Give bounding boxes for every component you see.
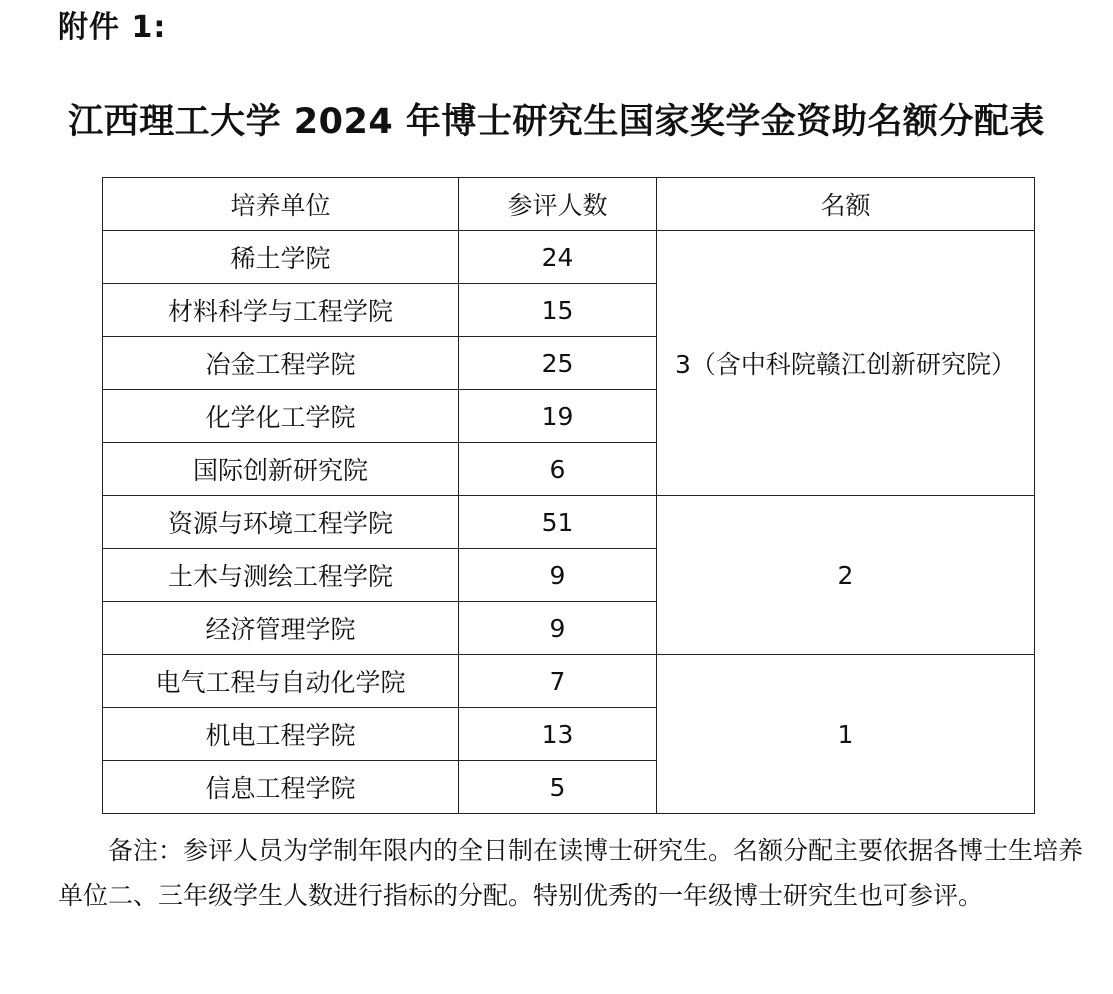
quota-cell: 2 bbox=[657, 496, 1035, 655]
count-cell: 13 bbox=[459, 708, 657, 761]
table-row bbox=[103, 231, 1035, 284]
unit-cell: 国际创新研究院 bbox=[103, 443, 459, 496]
count-cell: 51 bbox=[459, 496, 657, 549]
count-cell: 9 bbox=[459, 602, 657, 655]
unit-cell: 稀土学院 bbox=[103, 231, 459, 284]
footnote: 备注：参评人员为学制年限内的全日制在读博士研究生。名额分配主要依据各博士生培养单位二、三年级学生人数进行指标的分配。特别优秀的一年级博士研究生也可参评。 bbox=[58, 836, 1084, 910]
page-title: 江西理工大学 2024 年博士研究生国家奖学金资助名额分配表 bbox=[68, 102, 1045, 142]
unit-cell: 化学化工学院 bbox=[103, 390, 459, 443]
unit-cell: 信息工程学院 bbox=[103, 761, 459, 814]
column-header-unit: 培养单位 bbox=[103, 178, 459, 231]
count-cell: 24 bbox=[459, 231, 657, 284]
attachment-label: 附件 1: bbox=[58, 10, 167, 45]
count-cell: 9 bbox=[459, 549, 657, 602]
count-cell: 7 bbox=[459, 655, 657, 708]
column-header-count: 参评人数 bbox=[459, 178, 657, 231]
count-cell: 19 bbox=[459, 390, 657, 443]
column-header-quota: 名额 bbox=[657, 178, 1035, 231]
allocation-table bbox=[102, 177, 1035, 814]
table-row bbox=[103, 655, 1035, 708]
count-cell: 15 bbox=[459, 284, 657, 337]
unit-cell: 冶金工程学院 bbox=[103, 337, 459, 390]
unit-cell: 电气工程与自动化学院 bbox=[103, 655, 459, 708]
unit-cell: 资源与环境工程学院 bbox=[103, 496, 459, 549]
unit-cell: 材料科学与工程学院 bbox=[103, 284, 459, 337]
quota-cell: 1 bbox=[657, 655, 1035, 814]
table-header-row bbox=[103, 178, 1035, 231]
quota-cell: 3（含中科院赣江创新研究院） bbox=[657, 231, 1035, 496]
unit-cell: 机电工程学院 bbox=[103, 708, 459, 761]
unit-cell: 土木与测绘工程学院 bbox=[103, 549, 459, 602]
unit-cell: 经济管理学院 bbox=[103, 602, 459, 655]
count-cell: 25 bbox=[459, 337, 657, 390]
table-row bbox=[103, 496, 1035, 549]
count-cell: 6 bbox=[459, 443, 657, 496]
count-cell: 5 bbox=[459, 761, 657, 814]
